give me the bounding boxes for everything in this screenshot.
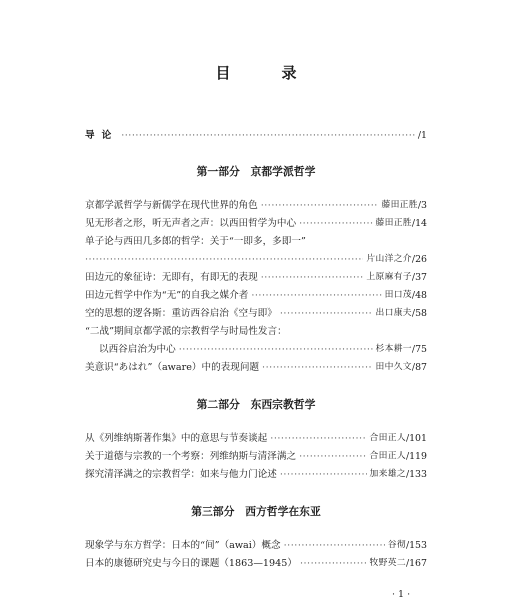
entry-title: 空的思想的逻各斯：重访西谷启治《空与即》 bbox=[85, 308, 277, 319]
entry-title: 探究清泽满之的宗教哲学：如来与他力门论述 bbox=[85, 469, 277, 480]
entry-author: 田中久文 bbox=[375, 362, 412, 372]
entry-author: 藤田正胜 bbox=[381, 200, 418, 210]
entry-page: /153 bbox=[405, 540, 427, 551]
entry-title-line1[interactable]: 单子论与西田几多郎的哲学：关于“一即多，多即一” bbox=[85, 236, 306, 247]
entry-author: 合田正人 bbox=[369, 433, 406, 443]
leader-dots bbox=[280, 306, 373, 321]
toc-entry[interactable] bbox=[85, 360, 427, 375]
entry-page: /87 bbox=[411, 362, 427, 373]
entry-page: /101 bbox=[405, 433, 427, 444]
entry-author: 田口茂 bbox=[384, 290, 412, 300]
leader-dots bbox=[284, 538, 385, 553]
toc-entry-intro[interactable] bbox=[85, 128, 427, 143]
leader-dots bbox=[299, 216, 372, 231]
part-heading: 第三部分 西方哲学在东亚 bbox=[191, 505, 321, 518]
toc-entry[interactable] bbox=[85, 449, 427, 464]
leader-dots bbox=[251, 288, 381, 303]
entry-page: /167 bbox=[405, 558, 427, 569]
entry-author: 谷彻 bbox=[387, 540, 406, 550]
toc-entry-continuation[interactable] bbox=[85, 342, 427, 357]
toc-title: 目 录 bbox=[215, 64, 315, 82]
entry-author: 上原麻有子 bbox=[366, 272, 412, 282]
entry-author: 加来雄之 bbox=[369, 469, 406, 479]
entry-page: /3 bbox=[417, 200, 427, 211]
entry-title: 美意识“あはれ”（aware）中的表现问题 bbox=[85, 362, 260, 373]
toc-entry[interactable] bbox=[85, 556, 427, 571]
entry-title: 京都学派哲学与新儒学在现代世界的角色 bbox=[85, 200, 258, 211]
toc-entry[interactable] bbox=[85, 306, 427, 321]
entry-title: 从《列维纳斯著作集》中的意思与节奏谈起 bbox=[85, 433, 268, 444]
page-number: · 1 · bbox=[392, 589, 411, 600]
entry-page: /1 bbox=[417, 130, 427, 141]
entry-page: /14 bbox=[411, 218, 427, 229]
entry-author: 杉本耕一 bbox=[375, 344, 412, 354]
entry-page: /48 bbox=[411, 290, 427, 301]
entry-page: /58 bbox=[411, 308, 427, 319]
leader-dots bbox=[261, 198, 379, 213]
toc-entry[interactable] bbox=[85, 216, 427, 231]
entry-page: /75 bbox=[411, 344, 427, 355]
entry-title: 田边元的象征诗：无即有，有即无的表现 bbox=[85, 272, 258, 283]
entry-title: 导论 bbox=[85, 130, 119, 141]
part-heading: 第二部分 东西宗教哲学 bbox=[196, 398, 316, 411]
entry-title: 现象学与东方哲学：日本的“间”（awai）概念 bbox=[85, 540, 281, 551]
entry-author: 牧野英二 bbox=[369, 558, 406, 568]
part-heading: 第一部分 京都学派哲学 bbox=[196, 165, 316, 178]
entry-title-line1[interactable]: “二战”期间京都学派的宗教哲学与时局性发言： bbox=[85, 326, 287, 337]
toc-entry[interactable] bbox=[85, 198, 427, 213]
entry-author: 合田正人 bbox=[369, 451, 406, 461]
leader-dots bbox=[179, 342, 373, 357]
entry-author: 片山洋之介 bbox=[366, 254, 412, 264]
toc-entry-continuation[interactable] bbox=[85, 252, 427, 267]
leader-dots bbox=[299, 449, 366, 464]
entry-page: /26 bbox=[411, 254, 427, 265]
entry-author: 藤田正胜 bbox=[375, 218, 412, 228]
entry-title: 田边元哲学中作为“无”的自我之媒介者 bbox=[85, 290, 249, 301]
leader-dots bbox=[262, 360, 372, 375]
leader-dots bbox=[85, 252, 363, 267]
toc-entry[interactable] bbox=[85, 467, 427, 482]
leader-dots bbox=[270, 431, 366, 446]
entry-title: 关于道德与宗教的一个考察：列维纳斯与清泽满之 bbox=[85, 451, 297, 462]
toc-entry[interactable] bbox=[85, 288, 427, 303]
entry-title: 见无形者之形，听无声者之声：以西田哲学为中心 bbox=[85, 218, 297, 229]
entry-page: /119 bbox=[405, 451, 427, 462]
toc-entry[interactable] bbox=[85, 270, 427, 285]
entry-author: 出口康夫 bbox=[375, 308, 412, 318]
entry-title: 日本的康德研究史与今日的课题（1863—1945） bbox=[85, 558, 297, 569]
leader-dots bbox=[300, 556, 367, 571]
leader-dots bbox=[280, 467, 367, 482]
entry-page: /37 bbox=[411, 272, 427, 283]
toc-entry[interactable] bbox=[85, 431, 427, 446]
toc-entry[interactable] bbox=[85, 538, 427, 553]
entry-title-line2: 以西谷启治为中心 bbox=[99, 344, 176, 355]
entry-page: /133 bbox=[405, 469, 427, 480]
leader-dots bbox=[261, 270, 364, 285]
leader-dots bbox=[121, 128, 415, 143]
